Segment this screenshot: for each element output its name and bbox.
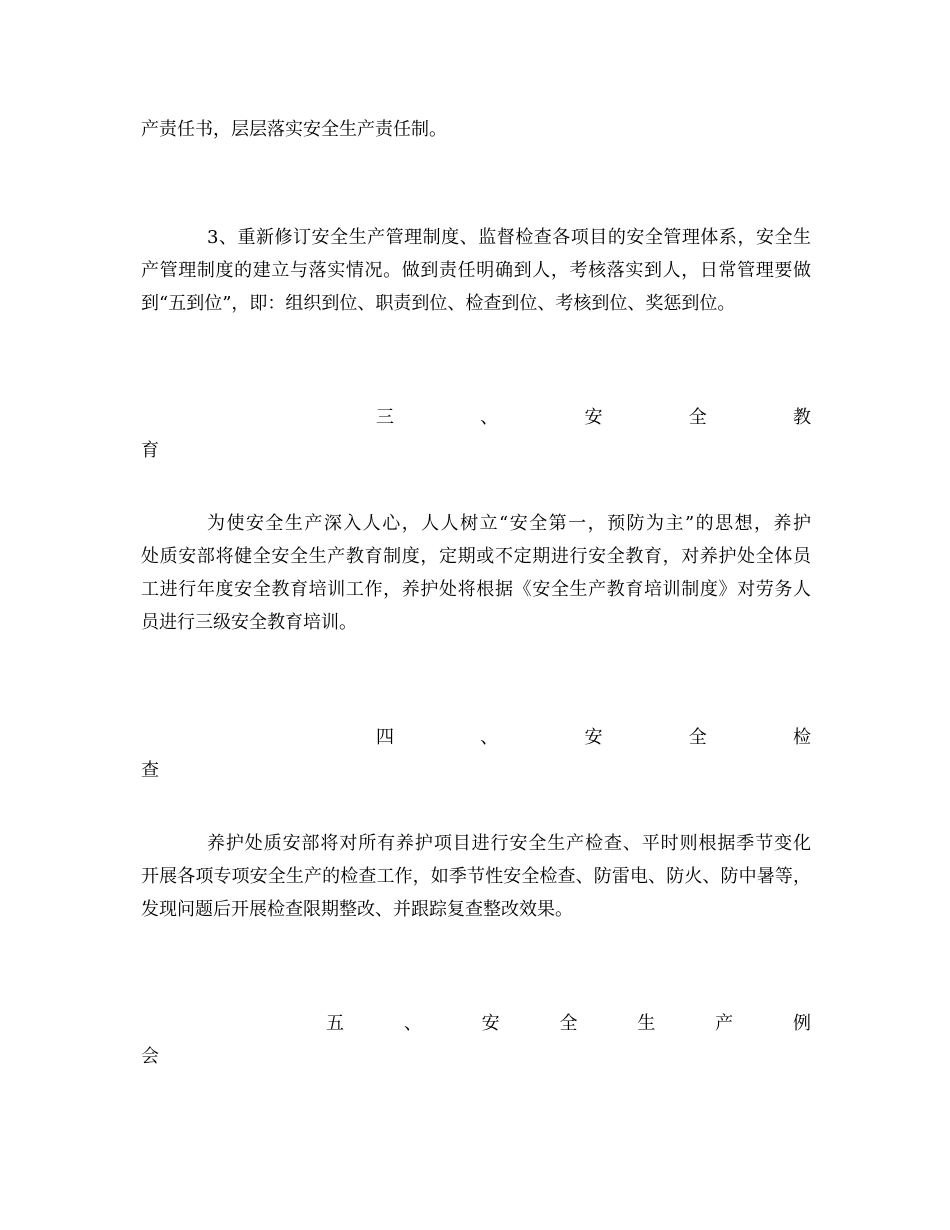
heading-char: 安: [584, 727, 603, 748]
heading-tail: 育: [141, 440, 159, 461]
text-line: 产责任书，层层落实安全生产责任制。: [141, 119, 447, 140]
heading-char: 四: [376, 727, 394, 748]
text-line: 养护处质安部将对所有养护项目进行安全生产检查、平时则根据季节变化: [207, 833, 811, 854]
text-line: 开展各项专项安全生产的检查工作，如季节性安全检查、防雷电、防火、防中暑等，: [141, 866, 811, 887]
text-line: 到“五到位”，即：组织到位、职责到位、检查到位、考核到位、奖惩到位。: [141, 293, 736, 314]
heading-char: 三: [376, 407, 394, 428]
text-line: 员进行三级安全教育培训。: [141, 612, 357, 633]
text-line: 工进行年度安全教育培训工作，养护处将根据《安全生产教育培训制度》对劳务人: [141, 579, 811, 600]
heading-char: 全: [688, 727, 707, 748]
heading-char: 五: [326, 1013, 344, 1034]
text-line: 为使安全生产深入人心，人人树立“安全第一，预防为主”的思想，养护: [207, 513, 811, 534]
section-heading-5: [141, 1007, 811, 1073]
heading-char: 全: [688, 407, 707, 428]
text-line: 发现问题后开展检查限期整改、并跟踪复查整改效果。: [141, 899, 573, 920]
heading-char: 例: [792, 1013, 811, 1034]
heading-tail: 会: [141, 1046, 159, 1067]
paragraph-continuation: [141, 113, 811, 146]
heading-tail: 查: [141, 760, 159, 781]
text-line: 3、重新修订安全生产管理制度、监督检查各项目的安全管理体系，安全生: [207, 227, 811, 248]
heading-char: 教: [793, 407, 811, 428]
text-line: 处质安部将健全安全生产教育制度，定期或不定期进行安全教育，对养护处全体员: [141, 546, 811, 567]
heading-char: 检: [793, 727, 811, 748]
section-heading-3: [141, 401, 811, 467]
section-heading-4: [141, 721, 811, 787]
heading-char: 、: [403, 1013, 422, 1034]
heading-char: 全: [559, 1013, 578, 1034]
heading-char: 、: [480, 407, 499, 428]
heading-char: 产: [715, 1013, 734, 1034]
heading-char: 生: [637, 1013, 656, 1034]
heading-char: 、: [480, 727, 499, 748]
paragraph-safety-education: [141, 507, 811, 639]
paragraph-item-3: [141, 221, 811, 320]
heading-char: 安: [481, 1013, 500, 1034]
heading-char: 安: [584, 407, 603, 428]
paragraph-safety-inspection: [141, 827, 811, 926]
text-line: 产管理制度的建立与落实情况。做到责任明确到人，考核落实到人，日常管理要做: [141, 260, 811, 281]
